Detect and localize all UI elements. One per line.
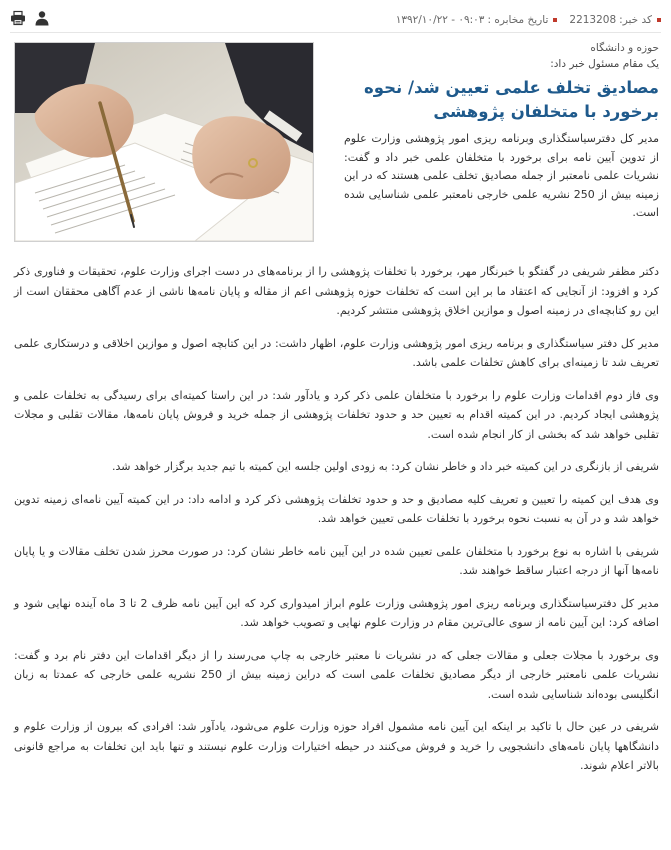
hands-writing-image [15, 43, 313, 241]
print-icon[interactable] [10, 10, 26, 26]
news-code-label: کد خبر: [619, 14, 652, 26]
article-headline: مصادیق تخلف علمی تعیین شد/ نحوه برخورد با متخلفان پژوهشی [364, 78, 659, 121]
publish-date-value: ۱۳۹۲/۱۰/۲۲ - ۰۹:۰۳ [395, 14, 485, 26]
body-paragraph: شریفی با اشاره به نوع برخورد با متخلفان علمی تعیین شده در این آیین نامه خاطر نشان کرد: در صورت محرز شدن تخلف مقالات و یا پایان نامه‌ها آنها از درجه اعتبار ساقط خواهند شد. [14, 544, 659, 577]
publish-date-label: تاریخ مخابره : [487, 14, 549, 26]
body-paragraph: مدیر کل دفترسیاستگذاری وبرنامه ریزی امور پژوهشی وزارت علوم ابراز امیدواری کرد که این آیین نامه ظرف 2 تا 3 ماه آینده نهایی شود و اضافه کرد: این آیین نامه از سوی عالی‌ترین مقام در وزارت علوم نهایی و تصویب خواهد شد. [14, 596, 659, 629]
body-paragraph: شریفی از بازنگری در این کمیته خبر داد و خاطر نشان کرد: به زودی اولین جلسه این کمیته با تیم جدید برگزار خواهد شد. [112, 460, 659, 473]
user-icon[interactable] [34, 10, 50, 26]
body-paragraph: شریفی در عین حال با تاکید بر اینکه این آیین نامه مشمول افراد حوزه وزارت علوم می‌شود، یادآور شد: افرادی که بیرون از وزارت علوم و دانشگاهها پایان نامه‌های دانشجویی را خرید و فروش می‌کنند در حیطه اختیارات وزارت علوم نیستند و تنها باید این تخلفات به مراجع قانونی بالاتر اعلام شوند. [14, 720, 659, 772]
article-summary: مدیر کل دفترسیاستگذاری وبرنامه ریزی امور پژوهشی وزارت علوم از تدوین آیین نامه برای برخورد با متخلفان علمی خبر داد و گفت: نشریات علمی نامعتبر از جمله مصادیق تخلف علمی هستند که در این زمینه بیش از 250 نشریه علمی خارجی نامعتبر علمی شناسایی شده است. [344, 132, 659, 219]
body-paragraph: وی فاز دوم اقدامات وزارت علوم را برخورد با متخلفان علمی ذکر کرد و یادآور شد: در این راستا کمیته‌ای برای رسیدگی به تخلفات علمی و پژوهشی ایجاد کردیم. در این کمیته اقدام به تعیین حد و حدود تخلفات پژوهشی از جمله خرید و فروش پایان نامه‌ها، مقالات تقلبی و مجلات تقلبی خواهد شد که بخشی از کار انجام شده است. [14, 388, 659, 441]
body-paragraph: مدیر کل دفتر سیاستگذاری و برنامه ریزی امور پژوهشی وزارت علوم، اظهار داشت: در این کتابچه اصول و موازین اخلاقی و درستکاری علمی تعریف شد تا زمینه‌ای برای کاهش تخلفات علمی باشد. [14, 336, 659, 369]
body-paragraph: وی هدف این کمیته را تعیین و تعریف کلیه مصادیق و حد و حدود تخلفات پژوهشی ذکر کرد و ادامه داد: در این کمیته آیین نامه‌ای زمینه تدوین خواهد شد و در آن به نسبت نحوه برخورد با تخلفات علمی تعیین خواهد شد. [14, 492, 659, 525]
publish-date [396, 14, 558, 26]
bullet-icon [553, 18, 557, 22]
news-code [569, 14, 661, 26]
lead-label: یک مقام مسئول خبر داد: [550, 58, 659, 70]
article-photo [14, 42, 314, 242]
bullet-icon [657, 18, 661, 22]
article-tools [10, 10, 50, 26]
body-paragraph: وی برخورد با مجلات جعلی و مقالات جعلی که در نشریات نا معتبر خارجی به چاپ می‌رسند را از دیگر اقدامات این دفتر نام برد و گفت: نشریات علمی نامعتبر خارجی از دیگر مصادیق تخلفات علمی است که دراین زمینه بیش از 250 نشریه علمی خارجی که عمدتا به زبان انگلیسی بوده‌اند شناسایی شده است. [14, 648, 659, 701]
news-code-value: 2213208 [569, 14, 617, 26]
article-body [14, 262, 659, 789]
article-meta-bar [10, 8, 661, 33]
section-label[interactable]: حوزه و دانشگاه [590, 42, 659, 54]
body-paragraph: دکتر مظفر شریفی در گفتگو با خبرنگار مهر، برخورد با تخلفات پژوهشی را از برنامه‌های در دست اجرای وزارت علوم، تحقیقات و فناوری ذکر کرد و افزود: از آنجایی که اعتقاد ما بر این است که تخلفات حوزه پژوهشی اعم از مقاله و پایان نامه‌ها ناشی از عدم آگاهی محققان است از این رو کتابچه‌ای در زمینه اصول و موازین اخلاق پژوهشی منتشر کردیم. [14, 265, 659, 317]
